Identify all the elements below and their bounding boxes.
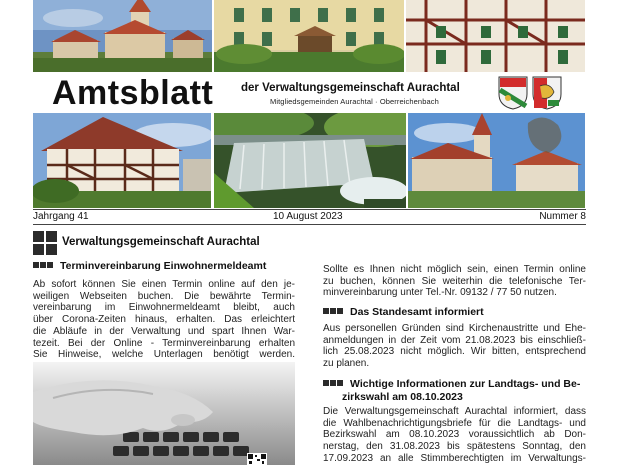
photo-timber-house (33, 113, 211, 208)
text-line: zu planen. (323, 358, 370, 370)
text-line: anmeldungen in der Zeit vom 21.08.2023 bis einschließ- (323, 334, 586, 346)
text-line: zu buchen, können Sie weiterhin die telefonische Ter- (323, 275, 586, 287)
article-heading (323, 378, 580, 390)
newsletter-subtitle: der Verwaltungsgemeinschaft Aurachtal (241, 82, 460, 94)
text-line: lich 25.08.2023 nicht möglich. Wir bitten, entsprechend (323, 346, 586, 358)
text-line: die Wahlbenachrichtigungsbriefe für die Landtags- und (323, 417, 586, 429)
article-heading (33, 260, 266, 272)
article-title: Wichtige Informationen zur Landtags- und Be- (350, 378, 581, 390)
photo-waterfall (214, 113, 406, 208)
newsletter-title: Amtsblatt (52, 74, 214, 112)
text-line: nerstag, den 31.08.2023 bis spätestens Sonntag, den (323, 441, 586, 453)
member-municipalities: Mitgliedsgemeinden Aurachtal · Oberreichenbach (270, 97, 439, 106)
text-line: Bezirkswahl am 08.10.2023 voraussichtlich ab Don- (323, 429, 586, 441)
qr-code-icon (247, 453, 267, 465)
issue-info-bar (33, 209, 586, 225)
issue-number: Nummer 8 (539, 211, 586, 222)
text-line: weiligen Webseiten buchen. Die bewährte Termin- (33, 290, 295, 302)
text-line: die Abläufe in der Verwaltung und spart Ihnen War- (33, 325, 295, 337)
masthead (38, 73, 584, 113)
section-title: Verwaltungsgemeinschaft Aurachtal (62, 236, 260, 248)
square-bullets-icon (323, 378, 344, 390)
article-body (33, 279, 295, 361)
article-body (323, 264, 586, 299)
article-title: Das Standesamt informiert (350, 306, 484, 318)
issue-date: 10 August 2023 (273, 211, 343, 222)
square-bullets-icon (33, 260, 54, 272)
photo-timber-house-top (406, 0, 585, 72)
square-bullets-icon (323, 306, 344, 318)
text-line: vereinbarung im Einwohnermeldeamt bleibt, auch (33, 302, 295, 314)
text-line: Sie Hinweise, welche Unterlagen benötigt werden. (33, 349, 295, 361)
volume-label: Jahrgang 41 (33, 211, 89, 222)
text-line: Sollte es Ihnen nicht möglich sein, einen Termin online (323, 264, 586, 275)
photo-village-church (408, 113, 585, 208)
photo-church-top (33, 0, 212, 72)
coat-of-arms-icon (498, 76, 528, 110)
text-line: Aus personellen Gründen sind Kirchenaustritte und Ehe- (323, 323, 586, 334)
article-title: Terminvereinbarung Einwohnermeldeamt (60, 260, 267, 272)
photo-hand-keyboard (33, 362, 295, 465)
article-heading (323, 306, 484, 318)
article-body (323, 406, 586, 465)
article-heading-continued: zirkswahl am 08.10.2023 (342, 391, 463, 403)
text-line: über Corona-Zeiten hinaus, erhalten. Das erleichtert (33, 314, 295, 326)
text-line: Ab sofort können Sie einen Termin online auf den je- (33, 279, 295, 290)
coat-of-arms-icon (532, 76, 562, 110)
text-line: tezeit. Bei der Online - Terminvereinbarung erhalten (33, 337, 295, 349)
grid-squares-icon (33, 231, 57, 255)
text-line: Die Verwaltungsgemeinschaft Aurachtal informiert, dass (323, 406, 586, 417)
article-body (323, 323, 586, 370)
photo-manor-top (214, 0, 404, 72)
text-line: 17.09.2023 an alle Stimmberechtigten im Verwaltungs- (323, 452, 586, 464)
text-line: minvereinbarung unter Tel.-Nr. 09132 / 77 50 nutzen. (323, 287, 557, 299)
